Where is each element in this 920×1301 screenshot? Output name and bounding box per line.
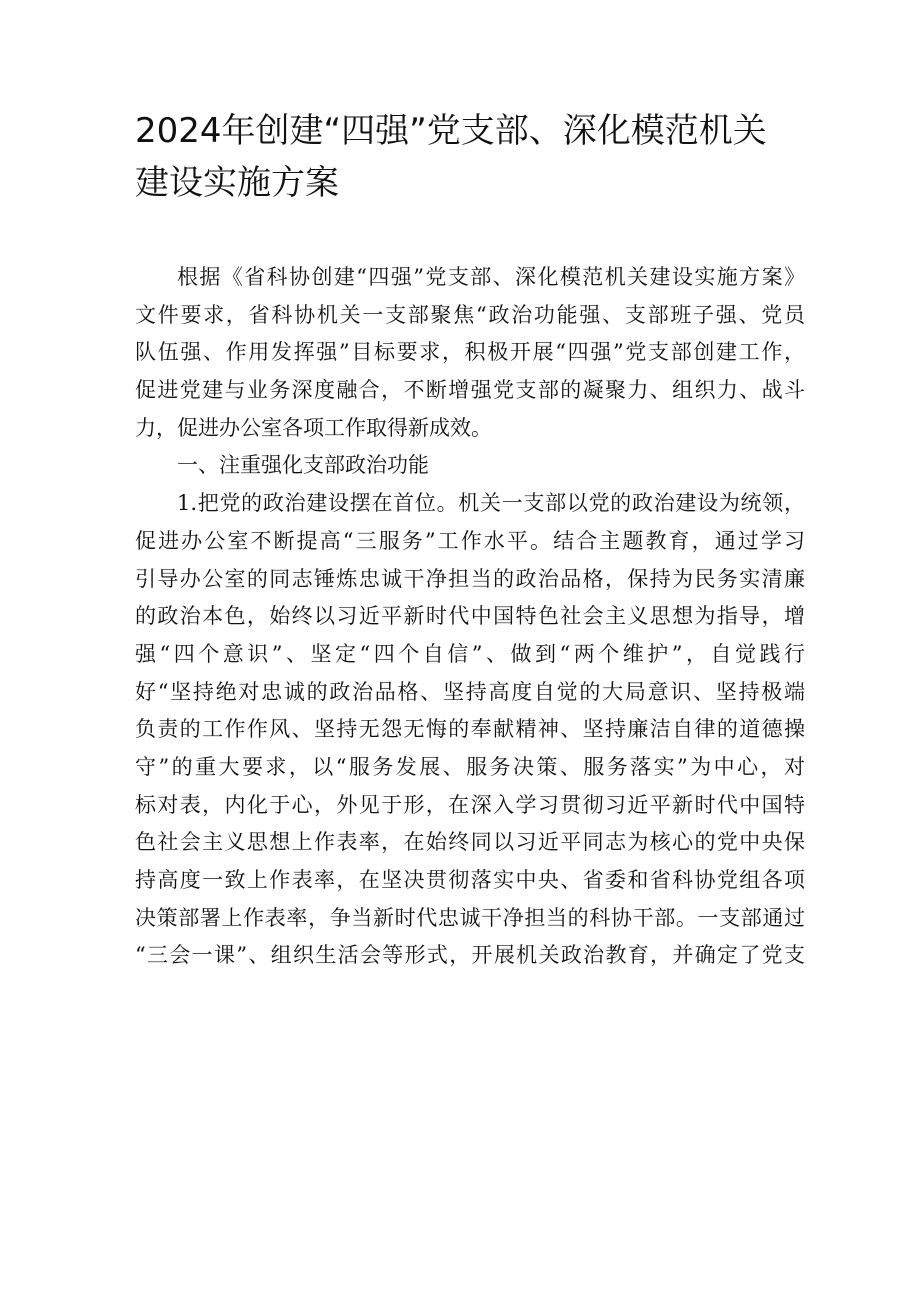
body-line: 负责的工作作风、坚持无怨无悔的奉献精神、坚持廉洁自律的道德操 (135, 717, 805, 742)
title-line-2: 建设实施方案 (135, 163, 339, 203)
section-heading: 一、注重强化支部政治功能 (177, 453, 429, 478)
title-line-1: 2024年创建“四强”党支部、深化模范机关 (135, 111, 767, 151)
body-line: 标对表，内化于心，外见于形，在深入学习贯彻习近平新时代中国特 (135, 792, 805, 817)
document-body (135, 259, 805, 975)
body-line: “三会一课”、组织生活会等形式，开展机关政治教育，并确定了党支 (135, 943, 805, 968)
body-line: 持高度一致上作表率，在坚决贯彻落实中央、省委和省科协党组各项 (135, 868, 805, 892)
body-line: 力，促进办公室各项工作取得新成效。 (135, 415, 492, 440)
body-line: 队伍强、作用发挥强”目标要求，积极开展“四强”党支部创建工作， (135, 340, 805, 365)
body-line: 的政治本色，始终以习近平新时代中国特色社会主义思想为指导，增 (135, 604, 805, 629)
body-line: 文件要求，省科协机关一支部聚焦“政治功能强、支部班子强、党员 (135, 302, 805, 327)
body-line: 好“坚持绝对忠诚的政治品格、坚持高度自觉的大局意识、坚持极端 (135, 679, 805, 704)
body-line: 1.把党的政治建设摆在首位。机关一支部以党的政治建设为统领， (177, 491, 805, 516)
document-title (135, 105, 815, 209)
body-line: 色社会主义思想上作表率，在始终同以习近平同志为核心的党中央保 (135, 830, 805, 855)
body-line: 决策部署上作表率，争当新时代忠诚干净担当的科协干部。一支部通过 (135, 905, 805, 930)
body-line: 促进党建与业务深度融合，不断增强党支部的凝聚力、组织力、战斗 (135, 378, 805, 403)
body-line: 守”的重大要求，以“服务发展、服务决策、服务落实”为中心，对 (135, 754, 805, 779)
body-line: 根据《省科协创建“四强”党支部、深化模范机关建设实施方案》 (177, 265, 805, 289)
body-line: 强“四个意识”、坚定“四个自信”、做到“两个维护”，自觉践行 (135, 641, 805, 666)
body-line: 引导办公室的同志锤炼忠诚干净担当的政治品格，保持为民务实清廉 (135, 566, 805, 591)
body-line: 促进办公室不断提高“三服务”工作水平。结合主题教育，通过学习 (135, 528, 805, 553)
